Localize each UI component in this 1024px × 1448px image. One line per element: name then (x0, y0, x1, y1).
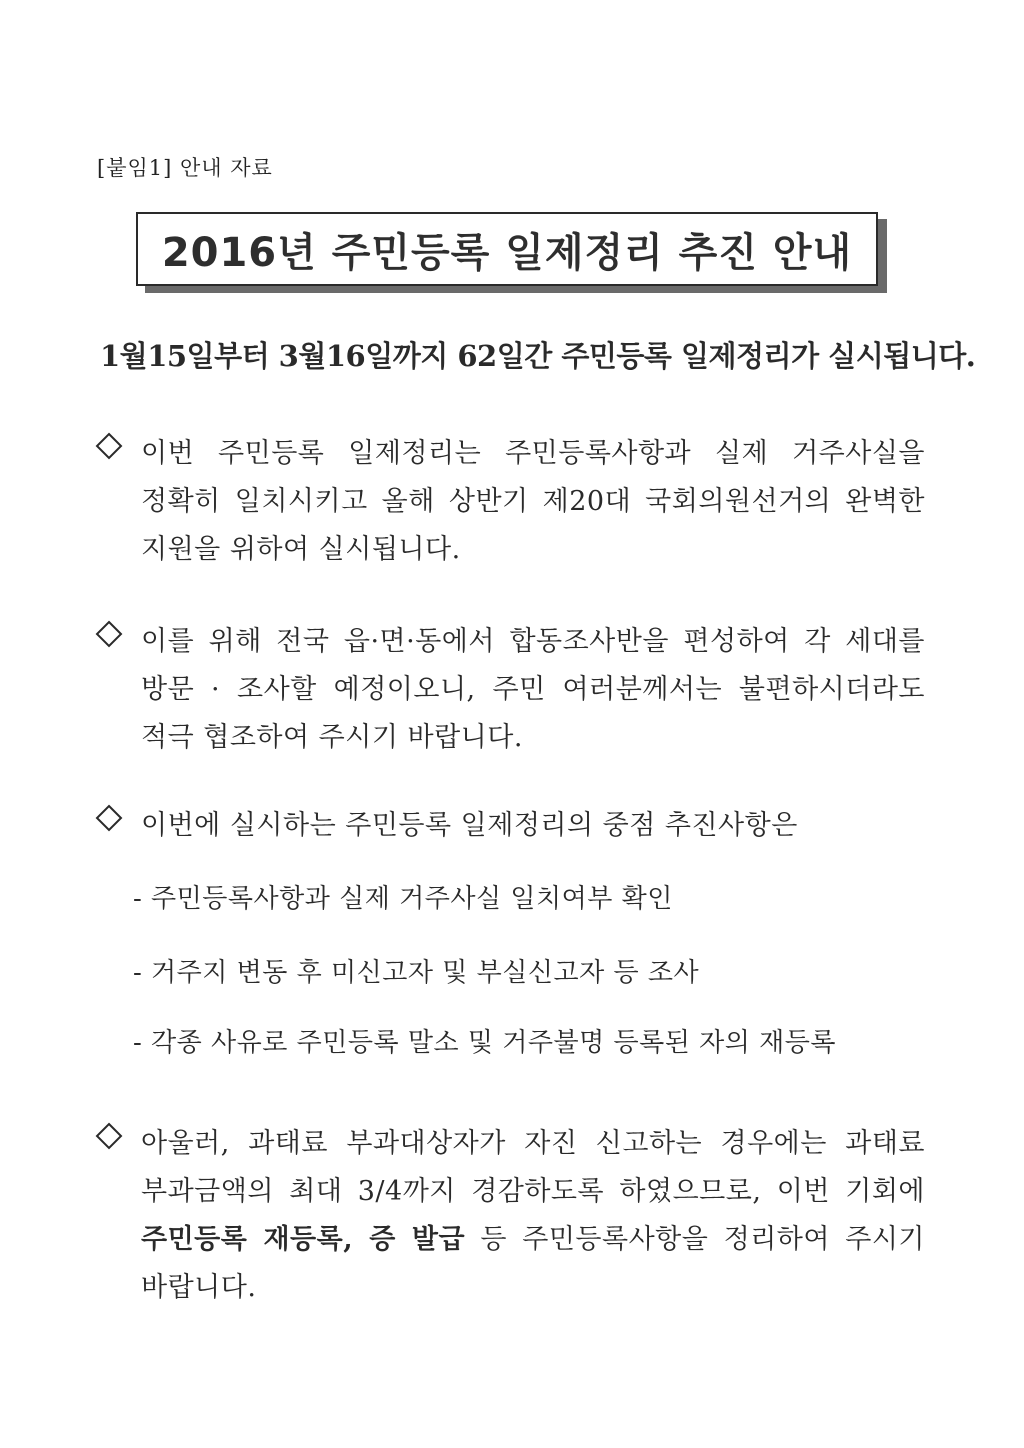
key-item: - 각종 사유로 주민등록 말소 및 거주불명 등록된 자의 재등록 (133, 1028, 836, 1058)
section-line: 정확히 일치시키고 올해 상반기 제20대 국회의원선거의 완벽한 (141, 486, 925, 517)
key-item: - 주민등록사항과 실제 거주사실 일치여부 확인 (133, 884, 673, 914)
attachment-label: [붙임1] 안내 자료 (97, 156, 273, 180)
diamond-bullet-icon (95, 804, 123, 832)
section-cooperation (95, 618, 925, 762)
section-purpose (95, 430, 925, 574)
document-title: 2016년 주민등록 일제정리 추진 안내 (161, 229, 853, 276)
section-key-items (95, 802, 925, 850)
section-fine-reduction (95, 1120, 925, 1312)
bold-emphasis: 주민등록 재등록, 증 발급 (141, 1224, 466, 1255)
diamond-bullet-icon (95, 620, 123, 648)
line-rest: 등 주민등록사항을 정리하여 주시기 (465, 1224, 926, 1255)
section-line: 부과금액의 최대 3/4까지 경감하도록 하였으므로, 이번 기회에 (141, 1176, 925, 1207)
section-line: 이번 주민등록 일제정리는 주민등록사항과 실제 거주사실을 (141, 438, 925, 469)
section-line: 이번에 실시하는 주민등록 일제정리의 중점 추진사항은 (141, 810, 798, 841)
section-line: 바랍니다. (141, 1272, 257, 1303)
diamond-bullet-icon (95, 1122, 123, 1150)
section-line: 아울러, 과태료 부과대상자가 자진 신고하는 경우에는 과태료 (141, 1128, 925, 1159)
lead-sentence: 1월15일부터 3월16일까지 62일간 주민등록 일제정리가 실시됩니다. (100, 339, 976, 373)
key-item: - 거주지 변동 후 미신고자 및 부실신고자 등 조사 (133, 958, 700, 988)
section-line-mixed (141, 1216, 925, 1264)
section-line: 적극 협조하여 주시기 바랍니다. (141, 722, 523, 753)
title-box (136, 212, 878, 286)
diamond-bullet-icon (95, 432, 123, 460)
section-line: 방문 · 조사할 예정이오니, 주민 여러분께서는 불편하시더라도 (141, 674, 925, 705)
section-line: 지원을 위하여 실시됩니다. (141, 534, 461, 565)
section-line: 이를 위해 전국 읍·면·동에서 합동조사반을 편성하여 각 세대를 (141, 626, 925, 657)
